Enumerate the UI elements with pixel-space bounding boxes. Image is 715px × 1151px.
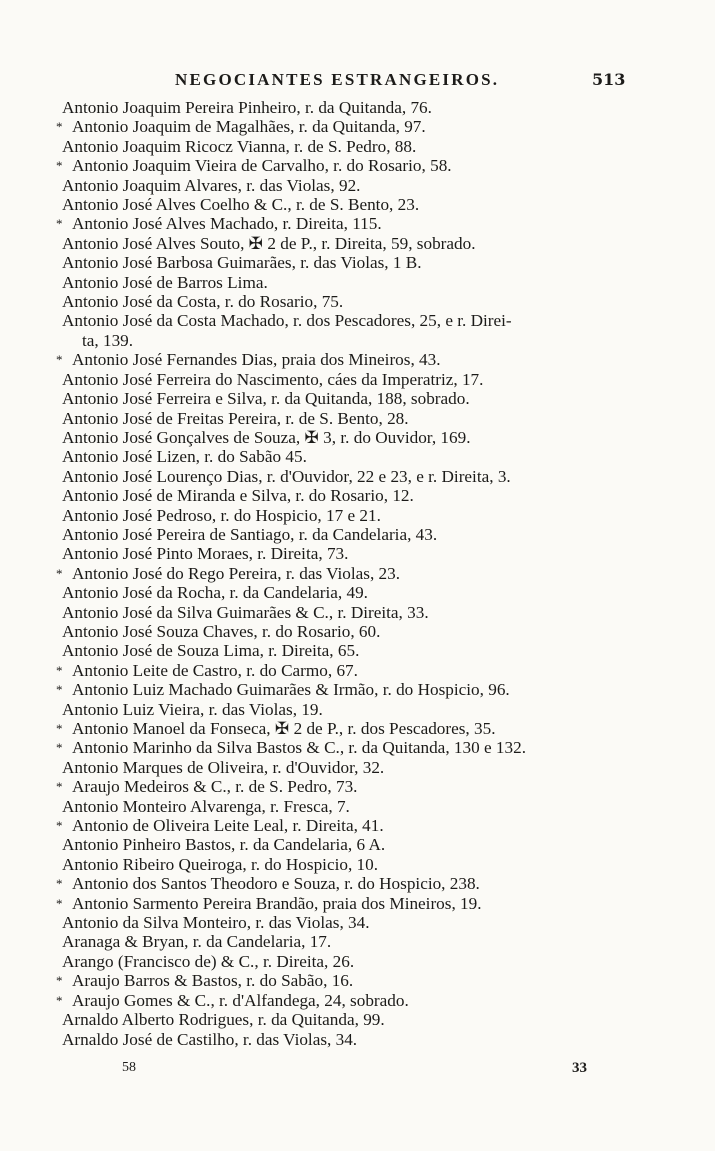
directory-entry [56, 311, 671, 330]
directory-entry [56, 234, 671, 253]
directory-entry [56, 680, 671, 699]
directory-entry [56, 971, 671, 990]
asterisk-mark: * [56, 876, 63, 892]
entry-text: Antonio José de Freitas Pereira, r. de S. Bento, 28. [62, 408, 409, 428]
entry-text: Antonio José Alves Machado, r. Direita, 115. [72, 214, 382, 234]
directory-entry [56, 758, 671, 777]
directory-entry [56, 486, 671, 505]
directory-entry [56, 253, 671, 272]
entry-text: Antonio Manoel da Fonseca, ✠ 2 de P., r. dos Pescadores, 35. [72, 719, 496, 738]
directory-entry [56, 506, 671, 525]
entry-text: Antonio Joaquim Ricocz Vianna, r. de S. Pedro, 88. [62, 136, 417, 156]
directory-entry [56, 622, 671, 641]
entry-text: Antonio José Fernandes Dias, praia dos Mineiros, 43. [72, 350, 441, 370]
directory-entry [56, 467, 671, 486]
entry-text: Antonio Leite de Castro, r. do Carmo, 67. [72, 660, 358, 680]
entry-text: Antonio Monteiro Alvarenga, r. Fresca, 7. [62, 796, 350, 816]
entry-text: Arnaldo Alberto Rodrigues, r. da Quitanda, 99. [62, 1010, 385, 1030]
directory-entry [56, 738, 671, 757]
directory-entry [56, 991, 671, 1010]
entry-text: Antonio Joaquim de Magalhães, r. da Quitanda, 97. [72, 117, 426, 137]
directory-entry [56, 564, 671, 583]
asterisk-mark: * [56, 992, 63, 1008]
directory-entry [56, 98, 671, 117]
directory-entry [56, 525, 671, 544]
directory-entry [56, 874, 671, 893]
directory-entry [56, 583, 671, 602]
directory-entry [56, 389, 671, 408]
directory-entry [56, 913, 671, 932]
entry-text: Antonio Marinho da Silva Bastos & C., r. da Quitanda, 130 e 132. [72, 738, 526, 758]
entry-text: Antonio Sarmento Pereira Brandão, praia dos Mineiros, 19. [72, 893, 482, 913]
entry-text: Antonio José Barbosa Guimarães, r. das Violas, 1 B. [62, 253, 422, 273]
entry-text: Aranaga & Bryan, r. da Candelaria, 17. [62, 932, 332, 952]
asterisk-mark: * [56, 119, 63, 135]
catchword: 33 [572, 1060, 587, 1076]
entry-text: Antonio de Oliveira Leite Leal, r. Direita, 41. [72, 816, 384, 836]
directory-entry [56, 894, 671, 913]
directory-entry [56, 719, 671, 738]
directory-list [56, 98, 671, 1049]
asterisk-mark: * [56, 158, 63, 174]
page-footer [0, 1060, 715, 1082]
directory-entry [56, 1030, 671, 1049]
directory-entry [56, 1010, 671, 1029]
entry-text: Antonio José de Barros Lima. [62, 272, 268, 292]
directory-entry [56, 816, 671, 835]
entry-text: Antonio José Pedroso, r. do Hospicio, 17 e 21. [62, 505, 381, 525]
directory-entry [56, 117, 671, 136]
asterisk-mark: * [56, 973, 63, 989]
entry-text: Antonio José da Costa, r. do Rosario, 75. [62, 292, 344, 312]
entry-text: Antonio José Ferreira e Silva, r. da Quitanda, 188, sobrado. [62, 389, 470, 409]
directory-entry [56, 273, 671, 292]
asterisk-mark: * [56, 779, 63, 795]
asterisk-mark: * [56, 740, 63, 756]
asterisk-mark: * [56, 721, 63, 736]
entry-text: Antonio José Pereira de Santiago, r. da Candelaria, 43. [62, 524, 438, 544]
asterisk-mark: * [56, 818, 63, 834]
entry-text: Antonio José da Silva Guimarães & C., r. Direita, 33. [62, 602, 429, 622]
entry-text: Araujo Gomes & C., r. d'Alfandega, 24, sobrado. [72, 990, 409, 1010]
directory-entry [56, 156, 671, 175]
entry-text: Antonio José do Rego Pereira, r. das Violas, 23. [72, 563, 401, 583]
directory-entry [56, 350, 671, 369]
entry-text: Arnaldo José de Castilho, r. das Violas, 34. [62, 1029, 358, 1049]
asterisk-mark: * [56, 662, 63, 678]
entry-text: Antonio José Ferreira do Nascimento, cáes da Imperatriz, 17. [62, 369, 484, 389]
entry-text: Antonio Joaquim Alvares, r. das Violas, 92. [62, 175, 361, 195]
entry-text: Antonio Marques de Oliveira, r. d'Ouvidor, 32. [62, 757, 385, 777]
entry-text: Araujo Barros & Bastos, r. do Sabão, 16. [72, 971, 354, 991]
page-number: 513 [592, 70, 626, 89]
entry-text: Antonio Luiz Machado Guimarães & Irmão, r. do Hospicio, 96. [72, 680, 510, 700]
directory-entry [56, 544, 671, 563]
directory-entry [56, 428, 671, 447]
entry-text: Antonio José Alves Coelho & C., r. de S. Bento, 23. [62, 195, 420, 215]
directory-entry [56, 932, 671, 951]
entry-text: Antonio Joaquim Vieira de Carvalho, r. do Rosario, 58. [72, 156, 452, 176]
entry-text: Antonio José Souza Chaves, r. do Rosario, 60. [62, 621, 381, 641]
directory-entry [56, 835, 671, 854]
asterisk-mark: * [56, 565, 63, 581]
entry-text: Antonio José Lourenço Dias, r. d'Ouvidor, 22 e 23, e r. Direita, 3. [62, 466, 511, 486]
entry-text: Antonio da Silva Monteiro, r. das Violas, 34. [62, 913, 370, 933]
directory-entry [56, 603, 671, 622]
directory-entry [56, 409, 671, 428]
directory-entry [56, 447, 671, 466]
directory-entry [56, 661, 671, 680]
directory-entry [56, 700, 671, 719]
directory-entry [56, 292, 671, 311]
entry-text: Antonio José de Souza Lima, r. Direita, 65. [62, 641, 360, 661]
directory-entry [56, 855, 671, 874]
entry-text: ta, 139. [82, 330, 134, 350]
entry-text: Antonio dos Santos Theodoro e Souza, r. do Hospicio, 238. [72, 874, 480, 894]
entry-text: Antonio José da Costa Machado, r. dos Pescadores, 25, e r. Direi- [62, 311, 512, 331]
directory-entry [56, 952, 671, 971]
asterisk-mark: * [56, 352, 63, 368]
entry-text: Antonio Pinheiro Bastos, r. da Candelaria, 6 A. [62, 835, 386, 855]
directory-entry-continuation [56, 331, 671, 350]
entry-text: Antonio José Pinto Moraes, r. Direita, 73. [62, 544, 349, 564]
entry-text: Araujo Medeiros & C., r. de S. Pedro, 73. [72, 777, 358, 797]
directory-entry [56, 797, 671, 816]
entry-text: Arango (Francisco de) & C., r. Direita, 26. [62, 951, 355, 971]
directory-entry [56, 370, 671, 389]
directory-entry [56, 137, 671, 156]
directory-entry [56, 641, 671, 660]
entry-text: Antonio Joaquim Pereira Pinheiro, r. da Quitanda, 76. [62, 98, 432, 117]
entry-text: Antonio José Alves Souto, ✠ 2 de P., r. Direita, 59, sobrado. [62, 233, 476, 253]
entry-text: Antonio José de Miranda e Silva, r. do Rosario, 12. [62, 486, 414, 506]
entry-text: Antonio José Lizen, r. do Sabão 45. [62, 447, 307, 467]
directory-entry [56, 195, 671, 214]
entry-text: Antonio José Gonçalves de Souza, ✠ 3, r. do Ouvidor, 169. [62, 427, 471, 447]
asterisk-mark: * [56, 895, 63, 911]
asterisk-mark: * [56, 682, 63, 698]
signature-mark: 58 [122, 1060, 136, 1075]
entry-text: Antonio Luiz Vieira, r. das Violas, 19. [62, 699, 323, 719]
entry-text: Antonio Ribeiro Queiroga, r. do Hospicio, 10. [62, 854, 379, 874]
directory-entry [56, 214, 671, 233]
entry-text: Antonio José da Rocha, r. da Candelaria, 49. [62, 583, 368, 603]
running-title: NEGOCIANTES ESTRANGEIROS. [175, 70, 500, 89]
asterisk-mark: * [56, 216, 63, 232]
directory-entry [56, 176, 671, 195]
directory-entry [56, 777, 671, 796]
page-header [0, 70, 715, 96]
